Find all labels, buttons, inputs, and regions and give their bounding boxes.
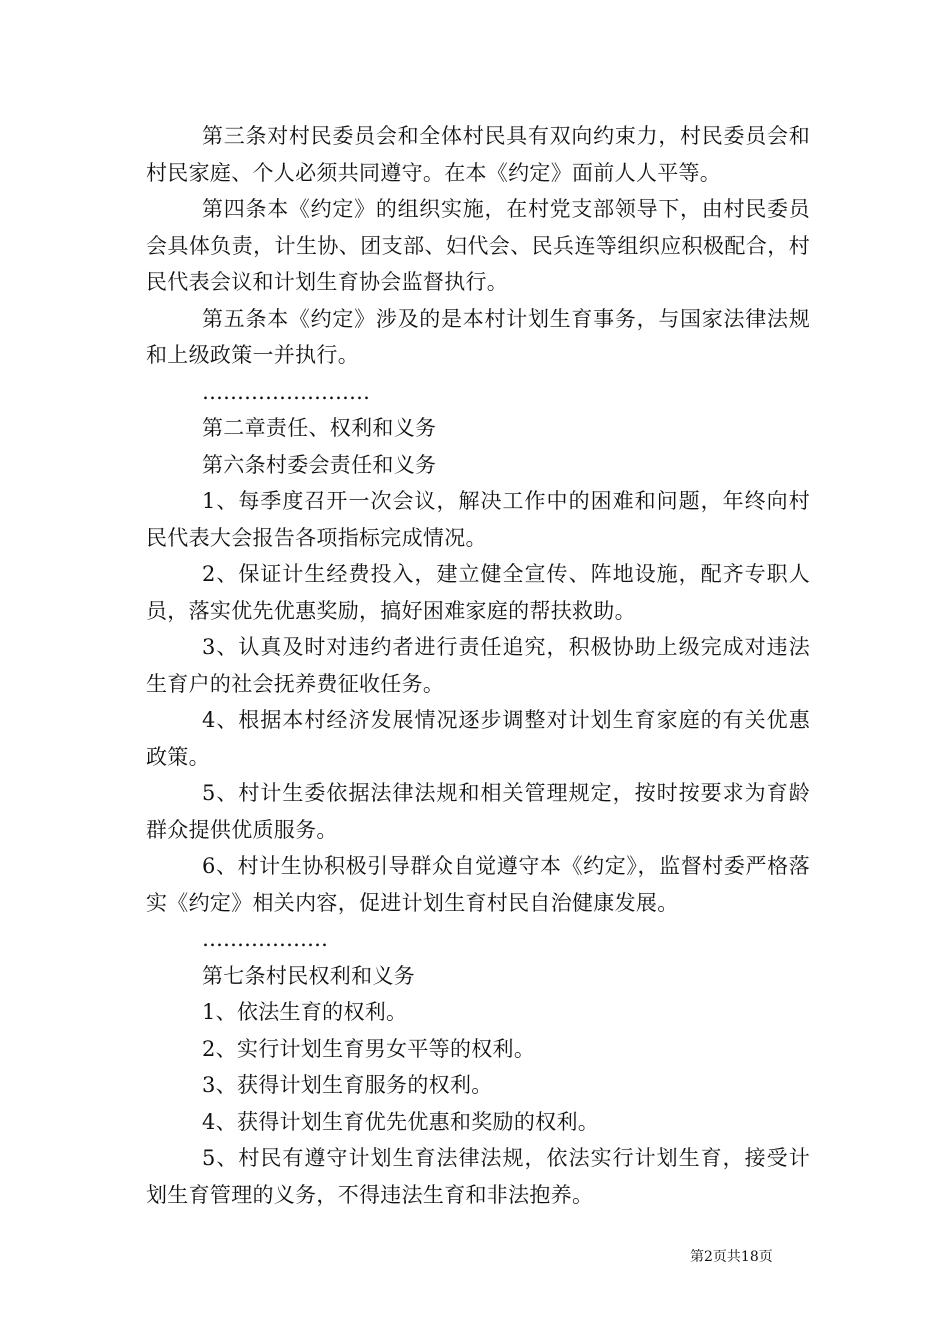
paragraph-article-5: 第五条本《约定》涉及的是本村计划生育事务，与国家法律法规和上级政策一并执行。 — [146, 306, 810, 367]
page-number: 第2页共18页 — [690, 1249, 773, 1265]
list-item: 5、村计生委依据法律法规和相关管理规定，按时按要求为育龄群众提供优质服务。 — [146, 781, 810, 842]
list-item: 6、村计生协积极引导群众自觉遵守本《约定》，监督村委严格落实《约定》相关内容，促进计划生育村民自治健康发展。 — [146, 854, 810, 915]
article-7-heading: 第七条村民权利和义务 — [202, 963, 415, 988]
list-item: 1、每季度召开一次会议，解决工作中的困难和问题，年终向村民代表大会报告各项指标完成情况。 — [146, 489, 810, 550]
document-body — [146, 118, 810, 1213]
paragraph-article-3: 第三条对村民委员会和全体村民具有双向约束力，村民委员会和村民家庭、个人必须共同遵守。在本《约定》面前人人平等。 — [146, 124, 810, 185]
list-item: 3、认真及时对违约者进行责任追究，积极协助上级完成对违法生育户的社会抚养费征收任务。 — [146, 635, 810, 696]
list-item: 2、实行计划生育男女平等的权利。 — [202, 1036, 536, 1061]
paragraph-article-4: 第四条本《约定》的组织实施，在村党支部领导下，由村民委员会具体负责，计生协、团支部、妇代会、民兵连等组织应积极配合，村民代表会议和计划生育协会监督执行。 — [146, 197, 810, 294]
list-item: 4、获得计划生育优先优惠和奖励的权利。 — [202, 1109, 600, 1134]
ellipsis-separator: …………………… — [202, 379, 370, 404]
ellipsis-separator: ……………… — [202, 927, 328, 951]
chapter-heading: 第二章责任、权利和义务 — [202, 416, 437, 440]
list-item: 3、获得计划生育服务的权利。 — [202, 1073, 493, 1097]
list-item: 5、村民有遵守计划生育法律法规，依法实行计划生育，接受计划生育管理的义务，不得违法生育和非法抱养。 — [146, 1146, 810, 1207]
list-item: 1、依法生育的权利。 — [202, 1000, 408, 1024]
article-6-heading: 第六条村委会责任和义务 — [202, 452, 437, 477]
list-item: 2、保证计生经费投入，建立健全宣传、阵地设施，配齐专职人员，落实优先优惠奖励，搞好困难家庭的帮扶救助。 — [146, 562, 810, 623]
list-item: 4、根据本村经济发展情况逐步调整对计划生育家庭的有关优惠政策。 — [146, 708, 810, 769]
